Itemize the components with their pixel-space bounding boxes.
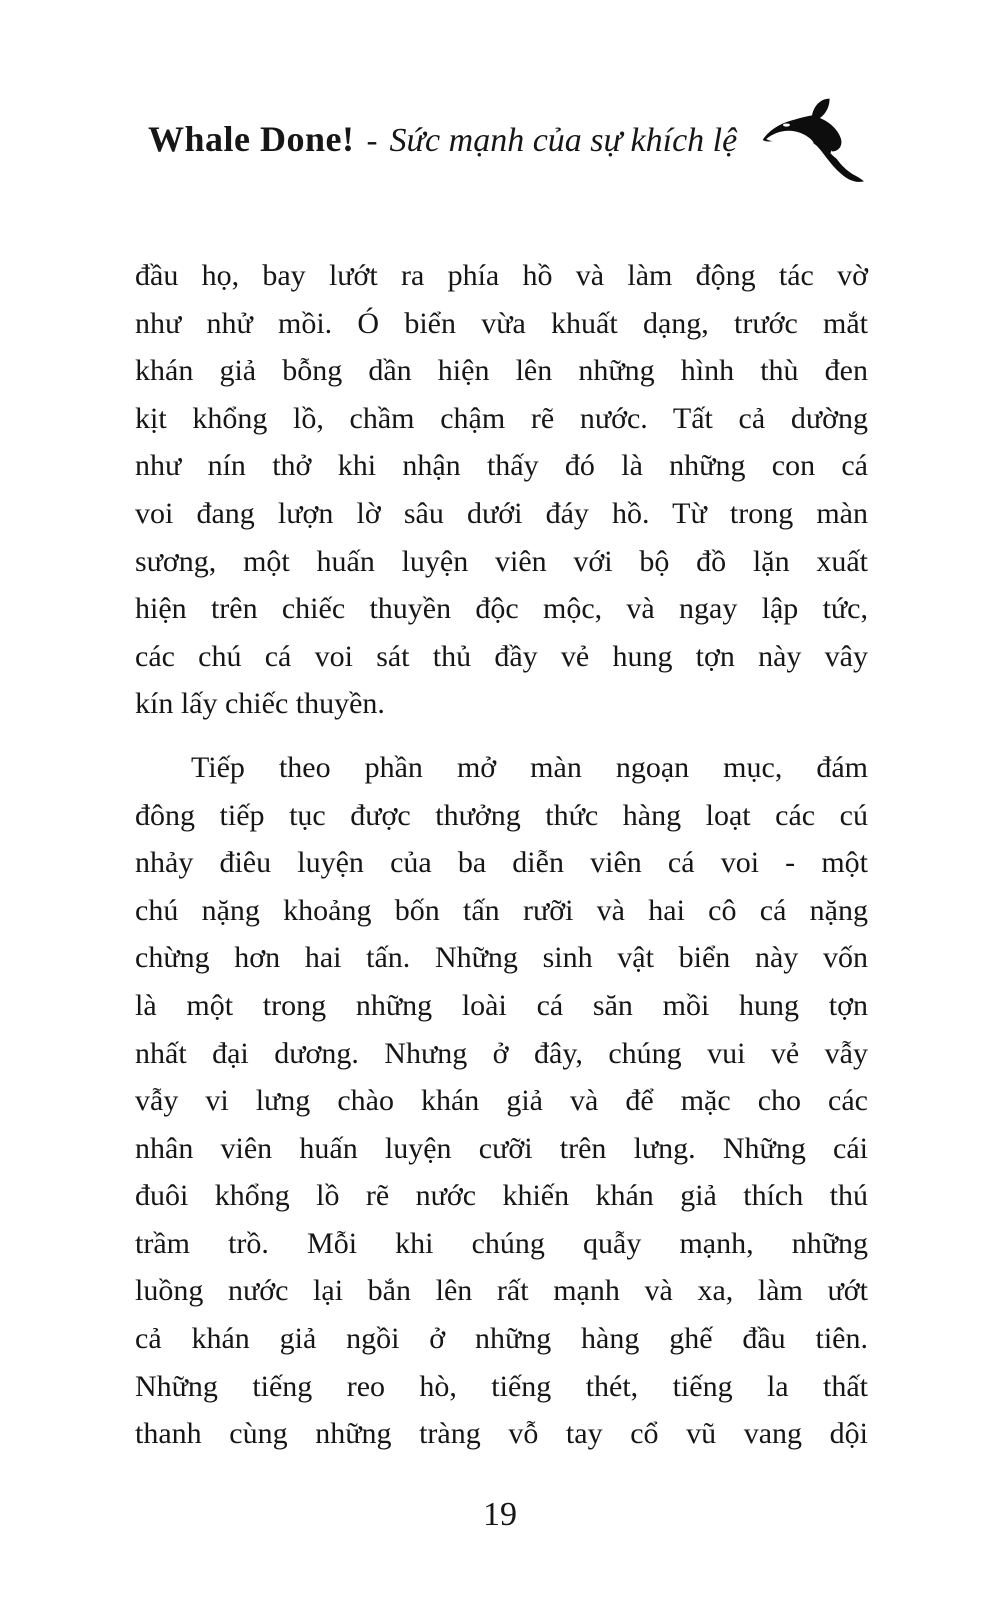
- book-title: Whale Done!: [148, 119, 355, 159]
- title-separator: -: [366, 123, 378, 159]
- paragraph: [135, 744, 868, 1458]
- text-line: chú nặng khoảng bốn tấn rưỡi và hai cô cá nặng: [135, 893, 868, 927]
- text-line: các chú cá voi sát thủ đầy vẻ hung tợn này vây: [135, 639, 868, 673]
- text-line: đông tiếp tục được thưởng thức hàng loạt các cú: [135, 798, 868, 832]
- text-line: khán giả bỗng dần hiện lên những hình thù đen: [135, 354, 868, 388]
- text-line: trầm trồ. Mỗi khi chúng quẫy mạnh, những: [135, 1226, 868, 1260]
- text-line: kịt khổng lồ, chầm chậm rẽ nước. Tất cả dường: [135, 401, 868, 435]
- paragraph: [135, 252, 868, 728]
- text-line: đầu họ, bay lướt ra phía hồ và làm động tác vờ: [135, 259, 868, 292]
- text-line: là một trong những loài cá săn mồi hung tợn: [135, 988, 868, 1022]
- text-line: thanh cùng những tràng vỗ tay cổ vũ vang dội: [135, 1417, 868, 1451]
- text-line: sương, một huấn luyện viên với bộ đồ lặn xuất: [135, 544, 868, 578]
- text-line: chừng hơn hai tấn. Những sinh vật biển này vốn: [135, 941, 868, 975]
- text-line: nhảy điêu luyện của ba diễn viên cá voi - một: [135, 846, 868, 880]
- page-header: [148, 118, 737, 160]
- text-line: như nín thở khi nhận thấy đó là những con cá: [135, 449, 868, 483]
- text-line: cả khán giả ngồi ở những hàng ghế đầu tiên.: [135, 1322, 868, 1356]
- text-line: vẫy vi lưng chào khán giả và để mặc cho các: [135, 1084, 868, 1118]
- text-line: nhân viên huấn luyện cưỡi trên lưng. Những cái: [135, 1131, 868, 1165]
- text-line: như nhử mồi. Ó biển vừa khuất dạng, trước mắt: [135, 306, 868, 340]
- text-line: kín lấy chiếc thuyền.: [135, 687, 385, 721]
- book-subtitle: Sức mạnh của sự khích lệ: [389, 122, 738, 159]
- body-text: [135, 252, 868, 1458]
- text-line: luồng nước lại bắn lên rất mạnh và xa, làm ướt: [135, 1274, 868, 1308]
- text-line: nhất đại dương. Nhưng ở đây, chúng vui vẻ vẫy: [135, 1036, 868, 1070]
- text-line: Những tiếng reo hò, tiếng thét, tiếng la thất: [135, 1369, 868, 1403]
- text-line: hiện trên chiếc thuyền độc mộc, và ngay lập tức,: [135, 592, 868, 626]
- text-line: đuôi khổng lồ rẽ nước khiến khán giả thích thú: [135, 1179, 868, 1213]
- text-line: voi đang lượn lờ sâu dưới đáy hồ. Từ trong màn: [135, 496, 868, 530]
- orca-whale-icon: [758, 96, 866, 184]
- text-line: Tiếp theo phần mở màn ngoạn mục, đám: [191, 750, 868, 784]
- page-number: 19: [483, 1496, 517, 1533]
